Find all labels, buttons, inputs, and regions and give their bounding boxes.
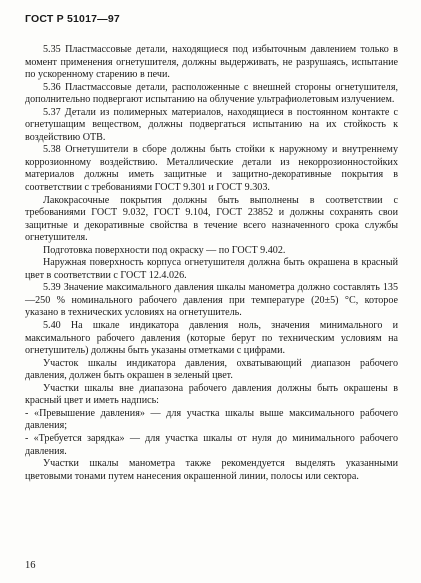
paragraph-5-38: 5.38 Огнетушители в сборе должны быть стойки к наружному и внутреннему коррозионному воздействию. Металлические детали из некоррозионностойких материалов должны иметь защитные и защитно-декоративные покрытия в соответствии с требованиями ГОСТ 9.301 и ГОСТ 9.303. xyxy=(25,144,398,194)
paragraph-surface-prep: Подготовка поверхности под окраску — по ГОСТ 9.402. xyxy=(43,244,286,256)
paragraph-coatings: Лакокрасочные покрытия должны быть выполнены в соответствии с требованиями ГОСТ 9.032, ГОСТ 9.104, ГОСТ 23852 и должны сохранять свои защитные и декоративные свойства в течение всего назначенного срока службы огнетушителя. xyxy=(25,194,398,244)
paragraph-5-35: 5.35 Пластмассовые детали, находящиеся под избыточным давлением только в момент применения огнетушителя, должны выдерживать, не разрушаясь, испытание по ускоренному старению в печи. xyxy=(25,44,398,81)
paragraph-red-zone: Участки шкалы вне диапазона рабочего давления должны быть окрашены в красный цвет и иметь надпись: xyxy=(25,382,398,407)
paragraph-manometer: Участки шкалы манометра также рекомендуется выделять указанными цветовыми тонами путем нанесения окрашенной линии, полосы или сектора. xyxy=(25,458,398,482)
paragraph-5-39: 5.39 Значение максимального давления шкалы манометра должно составлять 135—250 % номинального рабочего давления при температуре (20±5) °С, которое указано в технических условиях на огнетушитель. xyxy=(25,282,398,319)
list-item: - «Превышение давления» — для участка шкалы выше максимального рабочего давления; xyxy=(25,407,398,432)
document-body xyxy=(25,44,398,483)
page-number: 16 xyxy=(25,560,36,571)
paragraph-red-color: Наружная поверхность корпуса огнетушителя должна быть окрашена в красный цвет в соответствии с ГОСТ 12.4.026. xyxy=(25,257,398,281)
paragraph-green-zone: Участок шкалы индикатора давления, охватывающий диапазон рабочего давления, должен быть окрашен в зеленый цвет. xyxy=(25,357,398,382)
paragraph-5-36: 5.36 Пластмассовые детали, расположенные с внешней стороны огнетушителя, дополнительно подвергают испытанию на облучение ультрафиолетовым излучением. xyxy=(25,81,398,106)
list-item: - «Требуется зарядка» — для участка шкалы от нуля до минимального рабочего давления. xyxy=(25,432,398,457)
page-header: ГОСТ Р 51017—97 xyxy=(25,13,120,25)
paragraph-5-40: 5.40 На шкале индикатора давления ноль, значения минимального и максимального рабочего давления (которые берут по техническим условиям на огнетушитель) должны быть указаны отметками с цифрами. xyxy=(25,320,398,357)
paragraph-5-37: 5.37 Детали из полимерных материалов, находящиеся в постоянном контакте с огнетушащим веществом, должны подвергаться испытанию на их стойкость к воздействию ОТВ. xyxy=(25,106,398,143)
